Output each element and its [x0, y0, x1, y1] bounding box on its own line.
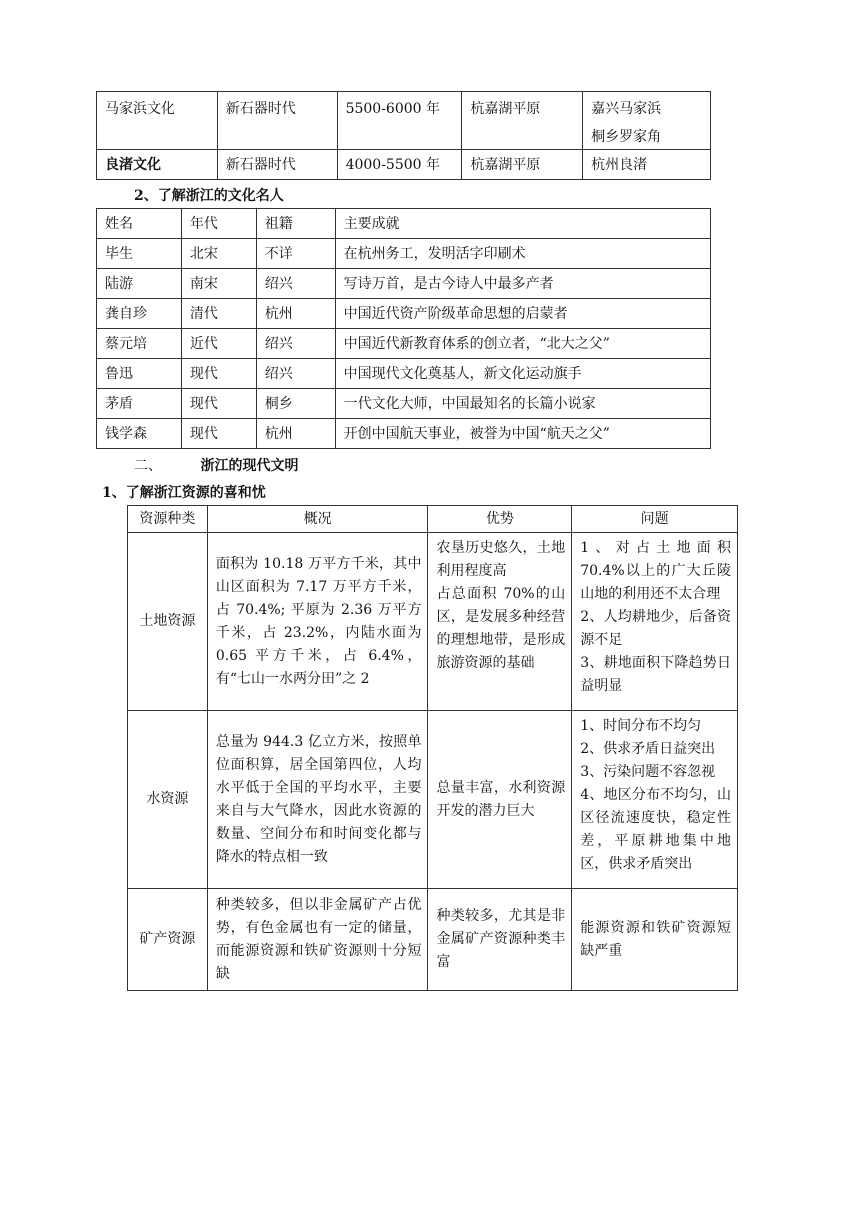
- problem-line: 能源资源和铁矿资源短缺严重: [580, 919, 731, 959]
- resource-table: [127, 505, 738, 991]
- table-row: [128, 889, 738, 991]
- table-row: [97, 269, 711, 299]
- problem-line: 2、人均耕地少，后备资源不足: [580, 609, 731, 648]
- table-header-row: [97, 209, 711, 239]
- table-row: [97, 419, 711, 449]
- person-origin: 绍兴: [256, 269, 335, 299]
- advantage-line: 农垦历史悠久，土地利用程度高: [436, 540, 566, 579]
- problem-line: 4、地区分布不均匀，山区径流速度快，稳定性差，平原耕地集中地区，供求矛盾突出: [580, 787, 731, 872]
- culture-sites: [583, 92, 711, 150]
- celebrity-table: [96, 208, 711, 449]
- person-origin: 绍兴: [256, 359, 335, 389]
- table-row: [97, 389, 711, 419]
- column-header: 问题: [572, 506, 738, 533]
- person-name: 毕生: [97, 239, 182, 269]
- person-origin: 不详: [256, 239, 335, 269]
- table-row: [128, 533, 738, 711]
- person-origin: 杭州: [256, 419, 335, 449]
- section-heading-resources: 1、了解浙江资源的喜和忧: [102, 485, 266, 501]
- problem-line: 1、时间分布不均匀: [580, 718, 702, 734]
- culture-region: 杭嘉湖平原: [462, 150, 583, 180]
- person-achievement: 在杭州务工，发明活字印刷术: [335, 239, 710, 269]
- person-name: 龚自珍: [97, 299, 182, 329]
- person-origin: 绍兴: [256, 329, 335, 359]
- resource-overview: 种类较多，但以非金属矿产占优势，有色金属也有一定的储量，而能源资源和铁矿资源则十分短缺: [207, 889, 428, 991]
- table-row: [97, 359, 711, 389]
- resource-type: 土地资源: [128, 533, 208, 711]
- culture-era: 新石器时代: [217, 92, 337, 150]
- culture-name: 马家浜文化: [97, 92, 218, 150]
- person-achievement: 一代文化大师，中国最知名的长篇小说家: [335, 389, 710, 419]
- person-achievement: 写诗万首，是古今诗人中最多产者: [335, 269, 710, 299]
- person-name: 鲁迅: [97, 359, 182, 389]
- culture-site: 嘉兴马家浜: [591, 101, 662, 117]
- person-achievement: 中国近代新教育体系的创立者，“北大之父”: [335, 329, 710, 359]
- person-era: 现代: [181, 359, 256, 389]
- column-header: 祖籍: [256, 209, 335, 239]
- person-origin: 杭州: [256, 299, 335, 329]
- column-header: 概况: [207, 506, 428, 533]
- resource-type: 水资源: [128, 711, 208, 889]
- table-row: [97, 150, 711, 180]
- column-header: 年代: [181, 209, 256, 239]
- culture-site: 杭州良渚: [583, 150, 711, 180]
- culture-region: 杭嘉湖平原: [462, 92, 583, 150]
- resource-problems: [572, 711, 738, 889]
- advantage-line: 占总面积 70%的山区，是发展多种经营的理想地带，是形成旅游资源的基础: [436, 586, 566, 671]
- culture-era: 新石器时代: [217, 150, 337, 180]
- resource-problems: [572, 533, 738, 711]
- column-header: 姓名: [97, 209, 182, 239]
- resource-type: 矿产资源: [128, 889, 208, 991]
- culture-table: [96, 91, 711, 180]
- person-name: 陆游: [97, 269, 182, 299]
- resource-advantage: [428, 889, 572, 991]
- person-era: 近代: [181, 329, 256, 359]
- problem-line: 2、供求矛盾日益突出: [580, 741, 716, 757]
- person-era: 北宋: [181, 239, 256, 269]
- table-row: [97, 329, 711, 359]
- advantage-line: 种类较多，尤其是非金属矿产资源种类丰富: [436, 908, 566, 970]
- person-name: 钱学森: [97, 419, 182, 449]
- person-era: 现代: [181, 389, 256, 419]
- person-name: 蔡元培: [97, 329, 182, 359]
- table-header-row: [128, 506, 738, 533]
- section-title: 浙江的现代文明: [200, 458, 299, 474]
- resource-advantage: [428, 533, 572, 711]
- culture-years: 4000-5500 年: [337, 150, 462, 180]
- person-era: 南宋: [181, 269, 256, 299]
- problem-line: 3、耕地面积下降趋势日益明显: [580, 655, 731, 694]
- column-header: 主要成就: [335, 209, 710, 239]
- problem-line: 1、对占土地面积 70.4%以上的广大丘陵山地的利用还不太合理: [580, 540, 731, 602]
- person-achievement: 开创中国航天事业，被誉为中国“航天之父”: [335, 419, 710, 449]
- person-achievement: 中国现代文化奠基人，新文化运动旗手: [335, 359, 710, 389]
- person-era: 清代: [181, 299, 256, 329]
- person-name: 茅盾: [97, 389, 182, 419]
- culture-name: 良渚文化: [97, 150, 218, 180]
- table-row: [97, 239, 711, 269]
- column-header: 资源种类: [128, 506, 208, 533]
- resource-problems: [572, 889, 738, 991]
- culture-site: 桐乡罗家角: [591, 129, 662, 145]
- column-header: 优势: [428, 506, 572, 533]
- person-achievement: 中国近代资产阶级革命思想的启蒙者: [335, 299, 710, 329]
- advantage-line: 总量丰富，水利资源开发的潜力巨大: [436, 779, 566, 819]
- resource-overview: 面积为 10.18 万平方千米，其中山区面积为 7.17 万平方千米，占 70.4%; 平原为 2.36 万平方千米，占 23.2%，内陆水面为 0.65 平方千米，占 6.4%，有“七山一水两分田”之 2: [207, 533, 428, 711]
- resource-advantage: [428, 711, 572, 889]
- table-row: [128, 711, 738, 889]
- table-row: [97, 299, 711, 329]
- problem-line: 3、污染问题不容忽视: [580, 764, 716, 780]
- section-heading-modern: [134, 456, 298, 476]
- culture-years: 5500-6000 年: [337, 92, 462, 150]
- section-heading-celebrities: 2、了解浙江的文化名人: [134, 188, 284, 204]
- table-row: [97, 92, 711, 150]
- person-era: 现代: [181, 419, 256, 449]
- person-origin: 桐乡: [256, 389, 335, 419]
- resource-overview: 总量为 944.3 亿立方米，按照单位面积算，居全国第四位，人均水平低于全国的平均水平，主要来自与大气降水，因此水资源的数量、空间分布和时间变化都与降水的特点相一致: [207, 711, 428, 889]
- section-number: 二、: [134, 458, 162, 474]
